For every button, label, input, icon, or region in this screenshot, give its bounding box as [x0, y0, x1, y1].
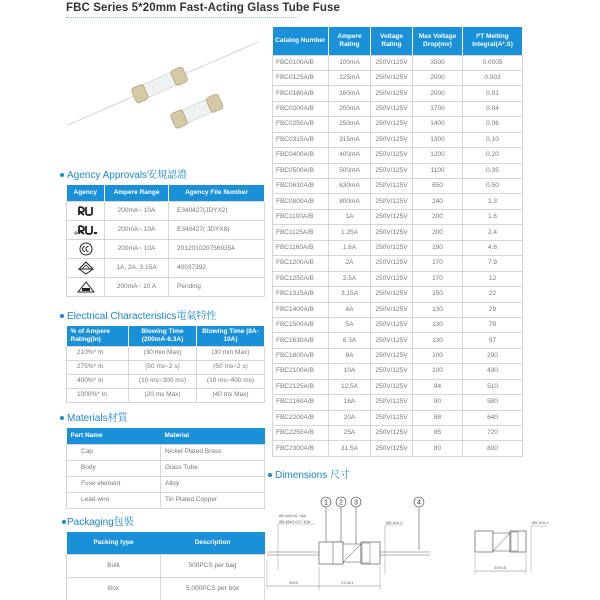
table-cell: 500PCS per bag: [161, 554, 265, 577]
table-cell: Cap: [67, 444, 161, 460]
table-cell: 1.6: [463, 209, 523, 224]
table-cell: FBC2100A/B: [273, 364, 329, 379]
table-cell: FBC1315A/B: [273, 287, 329, 302]
table-cell: 210%* In: [67, 346, 129, 360]
col-blowing-time-high: Blowing Time (8A-10A): [197, 326, 265, 346]
table-cell: 250V/125V: [371, 317, 413, 332]
table-row: [273, 240, 523, 255]
table-cell: 160mA: [329, 86, 371, 101]
agency-file-number: 2012010207569354: [169, 239, 265, 258]
dimensions-drawing: [265, 490, 600, 600]
table-cell: 25A: [329, 426, 371, 441]
table-cell: FBC2160A/B: [273, 395, 329, 410]
agency-file-number: E340427(JDYX2): [169, 201, 265, 220]
table-cell: 250V/125V: [371, 302, 413, 317]
table-cell: FBC0160A/B: [273, 86, 329, 101]
table-row: [273, 364, 523, 379]
table-cell: 250V/125V: [371, 225, 413, 240]
table-cell: 250V/125V: [371, 240, 413, 255]
table-cell: FBC0125A/B: [273, 70, 329, 85]
table-row: [273, 117, 523, 132]
table-cell: FBC0100A/B: [273, 55, 329, 70]
dimensions-heading: [268, 470, 350, 482]
table-cell: 200mA: [329, 101, 371, 116]
table-cell: 1A: [329, 209, 371, 224]
table-cell: 250V/125V: [371, 179, 413, 194]
table-row: [273, 148, 523, 163]
table-cell: 31.5A: [329, 441, 371, 456]
agency-cell: [67, 201, 105, 220]
materials-table: [66, 428, 265, 509]
table-cell: 250V/125V: [371, 410, 413, 425]
table-cell: (10 ms~300 ms): [129, 374, 197, 388]
table-cell: 125mA: [329, 70, 371, 85]
table-header-row: [273, 27, 523, 55]
table-cell: 88: [413, 410, 463, 425]
table-cell: 8A: [329, 348, 371, 363]
svg-text:Ø5.4±0.2: Ø5.4±0.2: [386, 520, 403, 525]
table-row: [67, 492, 265, 508]
electrical-characteristics-table: [66, 326, 265, 403]
table-cell: FBC2250A/B: [273, 426, 329, 441]
table-row: [67, 239, 265, 258]
table-cell: FBC1500A/B: [273, 317, 329, 332]
table-cell: 250V/125V: [371, 70, 413, 85]
product-photo: [60, 32, 270, 152]
table-cell: 200: [413, 225, 463, 240]
pse-icon: [77, 281, 95, 293]
table-cell: 100: [413, 348, 463, 363]
svg-text:3: 3: [354, 499, 358, 507]
table-cell: (40 ms Max): [197, 388, 265, 402]
table-cell: 150: [413, 287, 463, 302]
table-cell: 78: [463, 317, 523, 332]
table-cell: 250V/125V: [371, 86, 413, 101]
packaging-heading: [62, 517, 134, 529]
col-packing-type: Packing type: [67, 532, 161, 554]
table-cell: 250V/125V: [371, 333, 413, 348]
table-cell: FBC1800A/B: [273, 348, 329, 363]
callout-3: [351, 497, 361, 545]
table-cell: 630mA: [329, 179, 371, 194]
table-row: [273, 179, 523, 194]
col-description: Description: [161, 532, 265, 554]
table-cell: 16A: [329, 395, 371, 410]
table-cell: Nickel Plated Brass: [161, 444, 265, 460]
table-cell: FBC0800A/B: [273, 194, 329, 209]
table-cell: Alloy: [161, 476, 265, 492]
ampere-range: 200mA~ 10A: [105, 239, 169, 258]
table-cell: 250V/125V: [371, 256, 413, 271]
table-cell: FBC1125A/B: [273, 225, 329, 240]
packaging-table: [66, 532, 265, 600]
table-cell: 0.003: [463, 70, 523, 85]
table-row: [273, 163, 523, 178]
table-cell: 0.01: [463, 86, 523, 101]
table-cell: Glass Tube: [161, 460, 265, 476]
col-percent-ampere-rating: % of Ampere Rating(In): [67, 326, 129, 346]
table-cell: 7.9: [463, 256, 523, 271]
table-cell: 170: [413, 271, 463, 286]
table-row: [273, 132, 523, 147]
table-cell: 100: [413, 364, 463, 379]
table-cell: 3.15A: [329, 287, 371, 302]
table-cell: 130: [413, 317, 463, 332]
table-cell: 90: [413, 395, 463, 410]
table-cell: 85: [413, 426, 463, 441]
table-row: [67, 258, 265, 277]
col-agency: Agency: [67, 185, 105, 201]
table-cell: FBC1160A/B: [273, 240, 329, 255]
table-cell: 240: [413, 194, 463, 209]
table-cell: (30 min Max): [129, 346, 197, 360]
table-cell: 3500: [413, 55, 463, 70]
table-cell: 800: [463, 441, 523, 456]
table-row: [273, 302, 523, 317]
table-cell: 250V/125V: [371, 132, 413, 147]
table-cell: FBC2200A/B: [273, 410, 329, 425]
agency-file-number: Pending: [169, 277, 265, 296]
table-row: [273, 287, 523, 302]
table-row: [67, 360, 265, 374]
cul-us-recognized-icon: [74, 224, 98, 236]
table-row: [273, 426, 523, 441]
table-cell: Body: [67, 460, 161, 476]
agency-cell: [67, 277, 105, 296]
table-row: [273, 256, 523, 271]
table-cell: 4.6: [463, 240, 523, 255]
table-cell: 250V/125V: [371, 426, 413, 441]
table-cell: Box: [67, 577, 161, 600]
table-cell: 800mA: [329, 194, 371, 209]
table-cell: 6.3A: [329, 333, 371, 348]
svg-text:30±3: 30±3: [289, 580, 298, 585]
table-cell: 130: [413, 333, 463, 348]
table-cell: 250V/125V: [371, 55, 413, 70]
agency-file-number: 40037392: [169, 258, 265, 277]
table-cell: 250V/125V: [371, 287, 413, 302]
table-cell: 250V/125V: [371, 209, 413, 224]
table-cell: 250V/125V: [371, 101, 413, 116]
col-melting-integral: I²T Melting Integral(A².S): [463, 27, 523, 55]
bullet-icon: [62, 520, 66, 524]
table-cell: FBC0630A/B: [273, 179, 329, 194]
table-cell: 2000: [413, 70, 463, 85]
agency-cell: [67, 220, 105, 239]
table-row: [273, 317, 523, 332]
table-cell: 190: [413, 240, 463, 255]
table-row: [67, 201, 265, 220]
table-cell: Lead wire: [67, 492, 161, 508]
svg-text:1: 1: [324, 499, 328, 507]
table-cell: Fuse element: [67, 476, 161, 492]
table-cell: 1400: [413, 117, 463, 132]
table-row: [67, 277, 265, 296]
table-cell: FBC1400A/B: [273, 302, 329, 317]
table-row: [273, 379, 523, 394]
table-cell: 1100: [413, 163, 463, 178]
table-cell: (50 ms~2 s): [129, 360, 197, 374]
dimensions-heading-text: Dimensions 尺寸: [275, 470, 351, 481]
table-cell: 12.5A: [329, 379, 371, 394]
table-cell: 720: [463, 426, 523, 441]
table-cell: 400mA: [329, 148, 371, 163]
svg-text:Ø0.65±0.02 / 10A: Ø0.65±0.02 / 10A: [279, 519, 311, 524]
table-cell: 500mA: [329, 163, 371, 178]
svg-text:2: 2: [339, 499, 343, 507]
table-cell: 29: [463, 302, 523, 317]
table-cell: 250V/125V: [371, 364, 413, 379]
table-cell: 94: [413, 379, 463, 394]
table-cell: (20 ms Max): [129, 388, 197, 402]
table-row: [67, 577, 265, 600]
materials-heading: [60, 413, 128, 425]
table-cell: 275%* In: [67, 360, 129, 374]
table-cell: 250V/125V: [371, 194, 413, 209]
table-cell: 12: [463, 271, 523, 286]
table-row: [67, 374, 265, 388]
table-row: [67, 444, 265, 460]
ccc-icon: [79, 242, 93, 256]
table-row: [273, 86, 523, 101]
table-row: [273, 55, 523, 70]
table-row: [67, 220, 265, 239]
table-cell: 250V/125V: [371, 148, 413, 163]
table-cell: FBC0400A/B: [273, 148, 329, 163]
table-cell: 0.04: [463, 101, 523, 116]
table-cell: 0.10: [463, 132, 523, 147]
table-row: [67, 346, 265, 360]
table-cell: 250V/125V: [371, 117, 413, 132]
col-catalog-number: Catalog Number: [273, 27, 329, 55]
fuse-catalog-table: [272, 27, 523, 457]
table-cell: FBC2125A/B: [273, 379, 329, 394]
col-part-name: Part Name: [67, 428, 161, 444]
svg-text:20±0.5: 20±0.5: [494, 565, 507, 570]
table-cell: FBC1100A/B: [273, 209, 329, 224]
table-cell: 10A: [329, 364, 371, 379]
svg-text:Ø0.6±0.02 / 8A: Ø0.6±0.02 / 8A: [279, 513, 306, 518]
table-row: [273, 194, 523, 209]
electrical-characteristics-heading: [60, 311, 216, 323]
table-cell: 20A: [329, 410, 371, 425]
table-cell: 1000%* In: [67, 388, 129, 402]
col-ampere-range: Ampere Range: [105, 185, 169, 201]
table-cell: 200: [413, 209, 463, 224]
table-cell: 290: [463, 348, 523, 363]
table-cell: 250V/125V: [371, 441, 413, 456]
table-cell: 640: [463, 410, 523, 425]
table-cell: 2000: [413, 86, 463, 101]
table-cell: FBC0200A/B: [273, 101, 329, 116]
callout-1: [321, 497, 331, 542]
table-row: [273, 101, 523, 116]
bullet-icon: [60, 416, 64, 420]
table-cell: 1700: [413, 101, 463, 116]
col-voltage-rating: Voltage Rating: [371, 27, 413, 55]
agency-approvals-heading: [60, 170, 187, 182]
callout-4: [414, 497, 424, 550]
svg-text:Ø5.2±0.2: Ø5.2±0.2: [532, 520, 549, 525]
table-cell: 400%* In: [67, 374, 129, 388]
table-cell: 97: [463, 333, 523, 348]
ul-recognized-icon: [77, 205, 95, 217]
col-material: Material: [161, 428, 265, 444]
table-cell: 580: [463, 395, 523, 410]
table-cell: 1.25A: [329, 225, 371, 240]
table-cell: 2.5A: [329, 271, 371, 286]
table-cell: 430: [463, 364, 523, 379]
ampere-range: 200mA~ 10A: [105, 220, 169, 239]
table-row: [273, 70, 523, 85]
table-cell: 22: [463, 287, 523, 302]
table-row: [67, 460, 265, 476]
table-row: [273, 333, 523, 348]
table-cell: 250V/125V: [371, 271, 413, 286]
table-cell: 2.4: [463, 225, 523, 240]
ampere-range: 200mA~ 10A: [105, 201, 169, 220]
table-cell: 100mA: [329, 55, 371, 70]
materials-heading-text: Materials材質: [67, 413, 128, 424]
packaging-heading-text: Packaging包裝: [67, 517, 134, 528]
table-row: [273, 441, 523, 456]
agency-file-number: E340427( JDYX8): [169, 220, 265, 239]
col-max-voltage-drop: Max Voltage Drop(mv): [413, 27, 463, 55]
table-cell: 170: [413, 256, 463, 271]
table-row: [273, 348, 523, 363]
table-cell: Tin Plated Copper: [161, 492, 265, 508]
page-title: FBC Series 5*20mm Fast-Acting Glass Tube Fuse: [66, 2, 298, 18]
table-cell: 5A: [329, 317, 371, 332]
table-cell: 5,000PCS per box: [161, 577, 265, 600]
table-cell: 650: [413, 179, 463, 194]
bullet-icon: [60, 314, 64, 318]
table-cell: FBC0250A/B: [273, 117, 329, 132]
table-cell: FBC0500A/B: [273, 163, 329, 178]
svg-text:4: 4: [417, 499, 421, 507]
col-ampere-rating: Ampere Rating: [329, 27, 371, 55]
table-cell: 2A: [329, 256, 371, 271]
vde-icon: [78, 261, 94, 275]
table-cell: 0.0005: [463, 55, 523, 70]
table-cell: FBC1630A/B: [273, 333, 329, 348]
table-row: [273, 225, 523, 240]
table-cell: Bulk: [67, 554, 161, 577]
table-cell: 0.35: [463, 163, 523, 178]
table-cell: 1.6A: [329, 240, 371, 255]
agency-heading-text: Agency Approvals安規認證: [67, 170, 188, 181]
svg-text:21.0±1: 21.0±1: [341, 580, 354, 585]
table-row: [273, 395, 523, 410]
ampere-range: 200mA~ 10 A: [105, 277, 169, 296]
table-row: [67, 388, 265, 402]
table-cell: (50 ms~2 s): [197, 360, 265, 374]
agency-cell: [67, 239, 105, 258]
table-cell: 250V/125V: [371, 163, 413, 178]
agency-cell: [67, 258, 105, 277]
table-cell: 250V/125V: [371, 348, 413, 363]
table-cell: 250mA: [329, 117, 371, 132]
table-cell: 250V/125V: [371, 395, 413, 410]
table-cell: FBC1250A/B: [273, 271, 329, 286]
table-row: [273, 271, 523, 286]
table-cell: FBC1200A/B: [273, 256, 329, 271]
table-cell: 0.06: [463, 117, 523, 132]
bullet-icon: [60, 173, 64, 177]
table-cell: FBC0315A/B: [273, 132, 329, 147]
table-cell: (10 ms~400 ms): [197, 374, 265, 388]
table-cell: 250V/125V: [371, 379, 413, 394]
table-row: [67, 476, 265, 492]
electrical-heading-text: Electrical Characteristics電氣特性: [67, 311, 217, 322]
table-cell: 1.3: [463, 194, 523, 209]
table-cell: FBC2300A/B: [273, 441, 329, 456]
table-cell: 4A: [329, 302, 371, 317]
table-cell: 130: [413, 302, 463, 317]
table-cell: 1200: [413, 148, 463, 163]
table-cell: 1300: [413, 132, 463, 147]
table-row: [273, 209, 523, 224]
table-cell: 510: [463, 379, 523, 394]
table-cell: 315mA: [329, 132, 371, 147]
table-cell: 0.20: [463, 148, 523, 163]
bullet-icon: [268, 473, 272, 477]
table-row: [67, 554, 265, 577]
callout-2: [336, 497, 346, 542]
agency-approvals-table: [66, 185, 265, 297]
col-agency-file-number: Agency File Number: [169, 185, 265, 201]
table-cell: 0.50: [463, 179, 523, 194]
table-cell: 80: [413, 441, 463, 456]
col-blowing-time-low: Blowing Time (200mA-6.3A): [129, 326, 197, 346]
ampere-range: 1A, 2A, 3.15A: [105, 258, 169, 277]
table-cell: (30 min Max): [197, 346, 265, 360]
table-row: [273, 410, 523, 425]
